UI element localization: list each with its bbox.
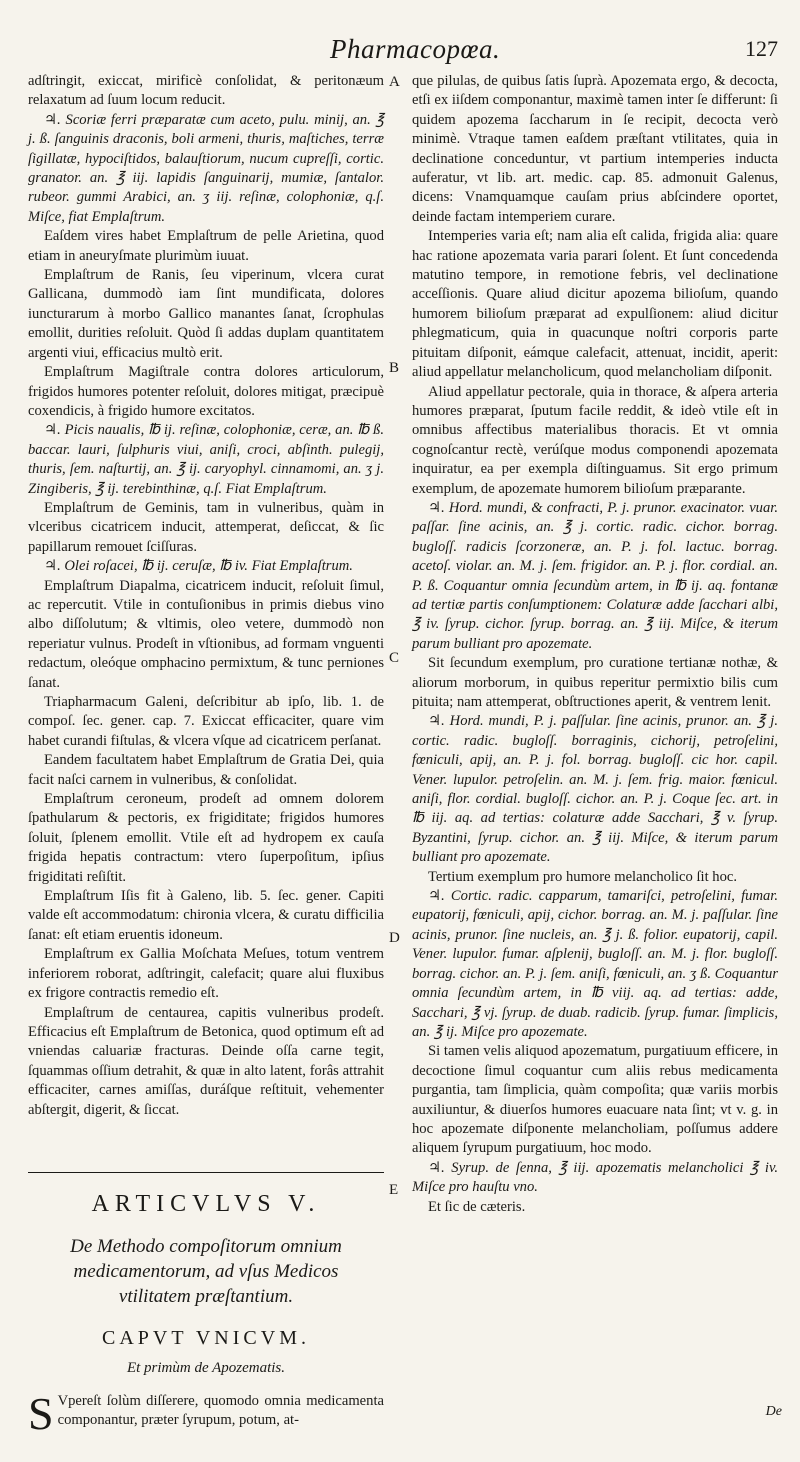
- margin-marker-b: B: [389, 360, 400, 376]
- paragraph: Triapharmacum Galeni, deſcribitur ab ipſo, lib. 1. de compoſ. ſec. gener. cap. 7. Exiccat efficaciter, quare vim habet curandi fiſtulas, & vlcera vſque ad cicatricem perſanat.: [28, 694, 384, 749]
- running-head: [0, 34, 800, 64]
- recipe-paragraph: ♃. Hord. mundi, & confracti, P. j. prunor. exacinator. vuar. paſſar. ſine acinis, an. ℥ j. cortic. radic. cichor. borrag. bugloſſ. radicis ſcorzoneræ, an. P. j. fol. lactuc. borrag. acetoſ. violar. an. M. j. ſem. frigidor. an. P. j. flor. cordial. an. P. ß. Coquantur omnia ſecundùm artem, in ℔ ij. aq. fontanæ ad tertiæ partis conſumptionem: Colaturæ adde ſacchari albi, ℥ iv. ſyrup. cichor. ſyrup. borrag. an. ℥ iij. Miſce, & iterum parum bulliant pro apozemate.: [412, 499, 778, 652]
- opening-paragraph: [28, 1388, 384, 1439]
- paragraph: que pilulas, de quibus ſatis ſuprà. Apozemata ergo, & decocta, etſi ex iiſdem componantur, maximè tamen inter ſe differunt: ſi quidem apozema ſaccharum in ſe recipit, decocta verò minimè. Vtraque tamen eaſdem præſtant vtilitates, quia in declinatione conceduntur, vt partium intemperies inducta auferatur, vt lib. art. medic. cap. 85. admonuit Galenus, dicens: Vnamquamque cauſam prius abſcindere oportet, deinde factam intemperiem curare.: [412, 73, 778, 225]
- section-divider: [28, 1172, 384, 1173]
- paragraph: Emplaſtrum de centaurea, capitis vulneribus prodeſt. Efficacius eſt Emplaſtrum de Betonica, quod optimum eſt ad vniendas caluariæ fracturas. Deinde oſſa carne tegit, ſquammas oſſium detrahit, & quæ in alto latent, forâs attrahit efficaciter, carnes amiſſas, duráſque reſtituit, vehementer abſtergit, digerit, & ſiccat.: [28, 1004, 384, 1118]
- paragraph: Tertium exemplum pro humore melancholico ſit hoc.: [428, 868, 738, 885]
- recipe-paragraph: ♃. Scoriæ ferri præparatæ cum aceto, pulu. minij, an. ℥ j. ß. ſanguinis draconis, boli armeni, thuris, maſtiches, terræ ſigillatæ, hypociſtidos, balauſtiorum, nucum cupreſſi, cortic. granator. an. ℥ iij. lapidis ſanguinarij, mumiæ, ſantalor. rubeor. gummi Arabici, an. ʒ iij. reſinæ, colophoniæ, q.ſ. Miſce, fiat Emplaſtrum.: [28, 111, 384, 225]
- article-title: De Methodo compoſitorum omnium medicamentorum, ad vſus Medicos vtilitatem præſtantium.: [70, 1236, 342, 1307]
- paragraph: Emplaſtrum de Ranis, ſeu viperinum, vlcera curat Gallicana, dummodò iam ſint mundificata, dolores iuncturarum à morbo Gallico manantes ſanat, ſcrophulas emollit, durities reſoluit. Quòd ſi addas duplam quantitatem argenti viui, efficacius multò erit.: [28, 267, 384, 361]
- paragraph: Emplaſtrum de Geminis, tam in vulneribus, quàm in vlceribus cicatricem inducit, attemperat, deſiccat, & ſic papillarum remouet ſciſſuras.: [28, 499, 384, 555]
- paragraph: Sit ſecundum exemplum, pro curatione tertianæ nothæ, & aliorum morborum, in quibus reperitur permixtio bilis cum pituita; nam attemperat, obſtructiones aperit, & ventrem lenit.: [412, 655, 778, 710]
- section-subtitle: Et primùm de Apozematis.: [126, 1360, 286, 1376]
- left-column: [28, 72, 384, 1120]
- paragraph: Eaſdem vires habet Emplaſtrum de pelle Arietina, quod etiam in aneuryſmate plurimùm iuuat.: [28, 228, 384, 264]
- recipe-paragraph: ♃. Picis naualis, ℔ ij. reſinæ, colophoniæ, ceræ, an. ℔ ß. baccar. lauri, ſulphuris viui, aniſi, croci, abſinth. pulegij, thuris, ſem. naſturtij, an. ℥ ij. caryophyl. cinnamomi, an. ʒ j. Zingiberis, ℥ ij. terebinthinæ, q.ſ. Fiat Emplaſtrum.: [28, 422, 384, 497]
- recipe-paragraph: ♃. Syrup. de ſenna, ℥ iij. apozematis melancholici ℥ iv. Miſce pro hauſtu vno.: [412, 1159, 778, 1196]
- paragraph: adſtringit, exiccat, mirificè conſolidat, & peritonæum relaxatum ad ſuum locum reducit.: [28, 73, 384, 109]
- paragraph: Emplaſtrum ex Gallia Moſchata Meſues, totum ventrem inferiorem roborat, adſtringit, calefacit; quare alui fluxibus ex frigore contractis remedio eſt.: [28, 946, 384, 1002]
- margin-marker-c: C: [389, 650, 400, 666]
- opening-text: Vpereſt ſolùm diſſerere, quomodo omnia medicamenta componantur, præter ſyrupum, potum, at-: [57, 1393, 384, 1429]
- margin-marker-e: E: [389, 1182, 399, 1198]
- recipe-paragraph: ♃. Hord. mundi, P. j. paſſular. ſine acinis, prunor. an. ℥ j. cortic. radic. bugloſſ. borraginis, cichorij, petroſelini, fœniculi, apij, an. P. j. fol. borrag. bugloſſ. cic hor. capil. Vener. lupulor. petroſelin. an. M. j. ſem. frig. maior. fœnicul. aniſi, flor. cordial. bugloſſ. cichor. an. P. j. Coque ſec. art. in ℔ iij. aq. ad tertias: colaturæ adde Sacchari, ℥ v. ſyrup. Byzantini, ſyrup. cichor. an. ℥ iij. Miſce, & iterum parum bulliant pro apozemate.: [412, 713, 778, 866]
- chapter-heading: CAPVT VNICVM.: [102, 1327, 310, 1349]
- margin-marker-a: A: [389, 74, 400, 90]
- right-column: [412, 72, 778, 1217]
- paragraph: Emplaſtrum ceroneum, prodeſt ad omnem dolorem ſpathularum & pectoris, ex frigiditate; frigidos humores ſoluit, ſplenem emollit. Vtile eſt ad hydropem ex cauſa frigida hepatis contractum: vtero ſuperpoſitum, ipſius frigiditati reſiſtit.: [28, 791, 384, 885]
- article-label: ARTICVLVS V.: [91, 1191, 321, 1217]
- running-title: Pharmacopœa.: [330, 34, 501, 64]
- article-heading: [28, 1183, 384, 1377]
- paragraph: Si tamen velis aliquod apozematum, purgatiuum efficere, in decoctione ſimul coquantur cum aliis rebus medicamenta purgantia, tam ſimplicia, quàm compoſita; quæ variis morbis auxiliuntur, & diuerſos humores euacuare nata ſint; vt v. g. in hoc apozemate diſponente melancholiam, poſſumus addere aliquem ſyrupum purgatiuum, hoc modo.: [412, 1043, 778, 1157]
- paragraph: Intemperies varia eſt; nam alia eſt calida, frigida alia: quare hac ratione apozemata varia parari ſolent. Et ſunt concedenda matutino tempore, in remotione febris, vel declinatione acceſſionis. Quare aliud dicitur apozema bilioſum, quando humorem bilioſum præparat ad expulſionem: aliud dicitur phlegmaticum, quia in quacunque noſtri corporis parte pituitam diſponit, eámque calefacit, attenuat, incidit, aperit: aliud appellatur melancholicum, quod melancholiam diſponit.: [412, 228, 778, 381]
- paragraph: Emplaſtrum Magiſtrale contra dolores articulorum, frigidos humores potenter reſoluit, dolores mitigat, præcipuè coxendicis, à frigido humore excitatos.: [28, 364, 384, 419]
- recipe-paragraph: ♃. Cortic. radic. capparum, tamariſci, petroſelini, fumar. eupatorij, fœniculi, apij, cichor. borrag. an. M. j. paſſular. ſine acinis, prunor. ſine nucleis, an. ℥ j. ß. folior. eupatorij, capil. Vener. lupulor. fumar. aſplenij, bugloſſ. an. M. j. flor. bugloſſ. borrag. cichor. an. P. j. ſem. aniſi, fœniculi, an. ʒ ß. Coquantur omnia ſecundùm artem, in ℔ viij. aq. ad tertias: adde, Sacchari, ℥ vj. ſyrup. de duab. radicib. ſyrup. fumar. ſimplicis, an. ℥ ij. Miſce pro apozemate.: [412, 888, 778, 1040]
- paragraph: Emplaſtrum Iſis fit à Galeno, lib. 5. ſec. gener. Capiti valde eſt accommodatum: chironia vlcera, & curatu difficilia ſanat: eſt etiam eruentis idoneum.: [28, 888, 384, 943]
- page-number: 127: [745, 36, 778, 61]
- paragraph: Et ſic de cæteris.: [428, 1198, 526, 1215]
- catchword: De: [765, 1404, 782, 1419]
- paragraph: Eandem facultatem habet Emplaſtrum de Gratia Dei, quia facit naſci carnem in vulneribus, & conſolidat.: [28, 752, 384, 788]
- drop-cap: S: [28, 1388, 54, 1439]
- paragraph: Emplaſtrum Diapalma, cicatricem inducit, reſoluit ſimul, ac repercutit. Vtile in contuſionibus in primis diebus vino albo diſſolutum; & vltimis, oleo vetere, dummodò non reperiatur vulnus. Prodeſt in vſtionibus, ad formam vnguenti redactum, oleóque omphacino permixtum, & tunc perniones ſanat.: [28, 577, 384, 691]
- paragraph: Aliud appellatur pectorale, quia in thorace, & aſpera arteria humores præparat, ſputum facile reddit, & ideò vtile eſt in omnibus affectibus materialibus thoracis. Et vt omnia cognoſcantur rectè, verúſque modus componendi apozemata inquiratur, ea per exempla diſtinguamus. Sit ergo primum exemplum, de apozemate humorem bilioſum præparante.: [412, 383, 778, 497]
- margin-marker-d: D: [389, 930, 400, 946]
- recipe-paragraph: ♃. Olei roſacei, ℔ ij. ceruſæ, ℔ iv. Fiat Emplaſtrum.: [44, 558, 353, 575]
